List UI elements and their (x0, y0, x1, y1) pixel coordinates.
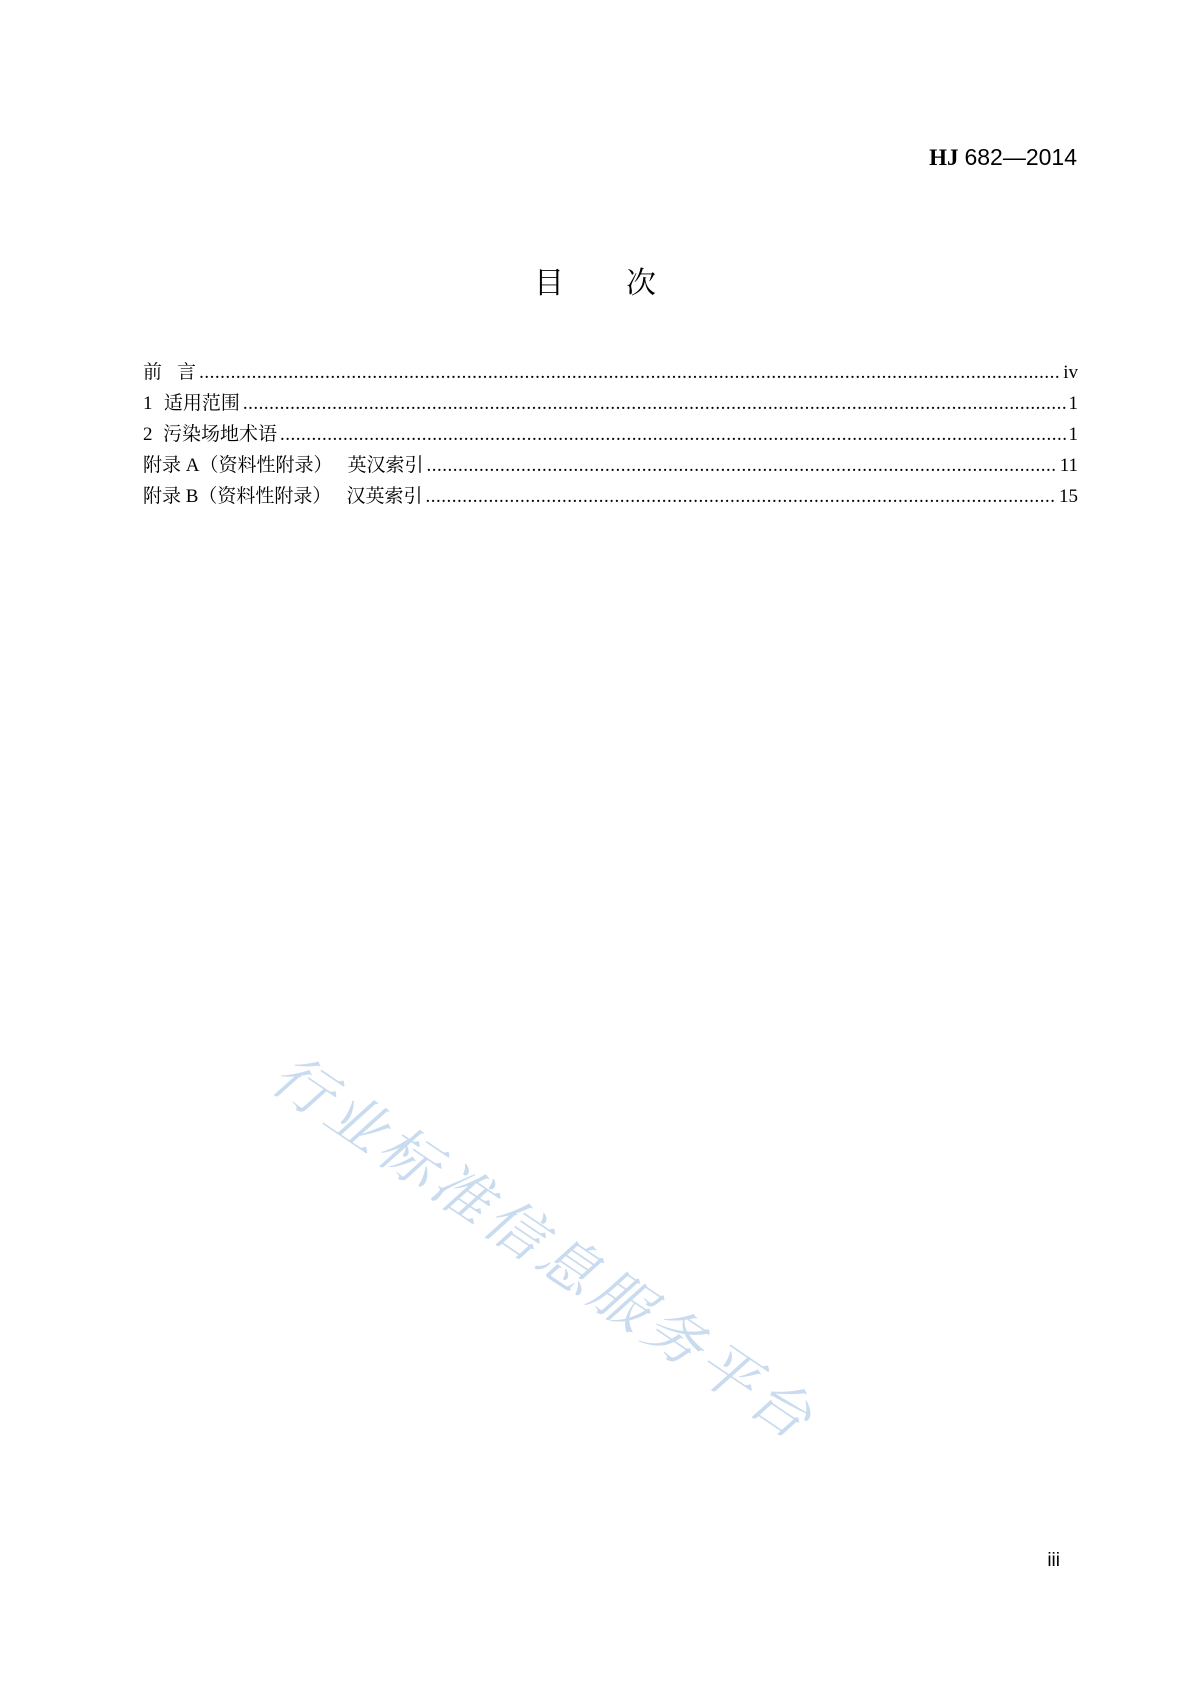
toc-leader-dots (280, 424, 1066, 446)
toc-label-tail: 英汉索引 (347, 455, 424, 476)
toc-label-tail: 汉英索引 (346, 486, 423, 507)
page-title (0, 258, 1190, 302)
toc-entry-appendix-b[interactable] (143, 481, 1078, 512)
toc-entry-appendix-a[interactable] (143, 450, 1078, 481)
toc-label: 污染场地术语 (162, 424, 277, 445)
standard-code (929, 144, 1077, 171)
toc-label: 适用范围 (163, 393, 240, 414)
toc-leader-dots (199, 362, 1060, 384)
standard-number: 682—2014 (964, 144, 1077, 170)
toc-page-number: 11 (1059, 455, 1078, 476)
toc-label-part-1: 前 (143, 362, 163, 383)
toc-leader-dots (427, 455, 1057, 477)
standard-prefix: HJ (929, 145, 959, 170)
toc-page-number: iv (1063, 362, 1078, 383)
toc-entry-foreword[interactable] (143, 357, 1078, 388)
toc-page-number: 15 (1059, 486, 1078, 507)
toc-page-number: 1 (1068, 393, 1078, 414)
title-char-2: 次 (626, 266, 656, 301)
watermark-text: 行业标准信息服务平台 (259, 1040, 829, 1456)
toc-label: 附录 B（资料性附录） (143, 486, 332, 507)
toc-entry-scope[interactable] (143, 388, 1078, 419)
page-number: iii (1047, 1550, 1060, 1571)
toc-section-number: 2 (143, 424, 153, 445)
toc-page-number: 1 (1068, 424, 1078, 445)
toc-leader-dots (243, 393, 1066, 415)
toc-label: 附录 A（资料性附录） (143, 455, 333, 476)
toc-label-part-2: 言 (177, 362, 197, 383)
title-char-1: 目 (534, 266, 564, 301)
toc-section-number: 1 (143, 393, 153, 414)
table-of-contents (143, 357, 1078, 512)
toc-leader-dots (425, 486, 1056, 508)
toc-entry-terms[interactable] (143, 419, 1078, 450)
